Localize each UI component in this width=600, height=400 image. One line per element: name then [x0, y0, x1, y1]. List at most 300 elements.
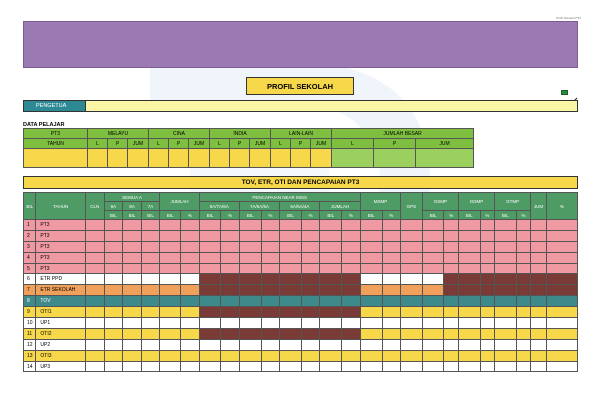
- data-cell[interactable]: [516, 252, 530, 263]
- data-cell[interactable]: [181, 263, 200, 274]
- data-cell[interactable]: [239, 339, 261, 350]
- data-cell[interactable]: [160, 263, 181, 274]
- data-cell[interactable]: [516, 307, 530, 318]
- cell[interactable]: [250, 149, 271, 168]
- data-cell[interactable]: [320, 241, 342, 252]
- data-cell[interactable]: [85, 328, 104, 339]
- data-cell[interactable]: [199, 328, 221, 339]
- data-cell[interactable]: [104, 263, 123, 274]
- data-cell[interactable]: [320, 318, 342, 329]
- data-cell[interactable]: [480, 350, 494, 361]
- data-cell[interactable]: [495, 350, 517, 361]
- data-cell[interactable]: [280, 230, 302, 241]
- data-cell[interactable]: [422, 241, 444, 252]
- data-cell[interactable]: [104, 350, 123, 361]
- data-cell[interactable]: [382, 318, 401, 329]
- data-cell[interactable]: [160, 252, 181, 263]
- data-cell[interactable]: [422, 328, 444, 339]
- cell[interactable]: [169, 149, 189, 168]
- data-cell[interactable]: [261, 274, 280, 285]
- data-cell[interactable]: [181, 230, 200, 241]
- data-cell[interactable]: [199, 230, 221, 241]
- data-cell[interactable]: [382, 307, 401, 318]
- data-cell[interactable]: [199, 241, 221, 252]
- data-cell[interactable]: [221, 350, 240, 361]
- data-cell[interactable]: [516, 263, 530, 274]
- data-cell[interactable]: [480, 274, 494, 285]
- data-cell[interactable]: [280, 252, 302, 263]
- data-cell[interactable]: [360, 296, 382, 307]
- data-cell[interactable]: [123, 307, 142, 318]
- data-cell[interactable]: [320, 252, 342, 263]
- data-cell[interactable]: [301, 285, 320, 296]
- data-cell[interactable]: [480, 263, 494, 274]
- data-cell[interactable]: [181, 296, 200, 307]
- data-cell[interactable]: [480, 252, 494, 263]
- data-cell[interactable]: [141, 230, 160, 241]
- data-cell[interactable]: [104, 220, 123, 231]
- data-cell[interactable]: [261, 339, 280, 350]
- data-cell[interactable]: [261, 252, 280, 263]
- data-cell[interactable]: [85, 230, 104, 241]
- data-cell[interactable]: [320, 263, 342, 274]
- data-cell[interactable]: [160, 274, 181, 285]
- data-cell[interactable]: [221, 339, 240, 350]
- data-cell[interactable]: [401, 230, 423, 241]
- data-cell[interactable]: [320, 220, 342, 231]
- data-cell[interactable]: [546, 285, 577, 296]
- data-cell[interactable]: [458, 274, 480, 285]
- data-cell[interactable]: [301, 252, 320, 263]
- data-cell[interactable]: [261, 230, 280, 241]
- data-cell[interactable]: [320, 296, 342, 307]
- pengetua-field[interactable]: [86, 101, 577, 111]
- data-cell[interactable]: [531, 241, 547, 252]
- data-cell[interactable]: [199, 263, 221, 274]
- data-cell[interactable]: [85, 285, 104, 296]
- data-cell[interactable]: [495, 318, 517, 329]
- data-cell[interactable]: [181, 285, 200, 296]
- data-cell[interactable]: [181, 339, 200, 350]
- data-cell[interactable]: [160, 285, 181, 296]
- data-cell[interactable]: [516, 361, 530, 372]
- data-cell[interactable]: [141, 339, 160, 350]
- cell[interactable]: [88, 149, 108, 168]
- data-cell[interactable]: [221, 307, 240, 318]
- data-cell[interactable]: [516, 350, 530, 361]
- data-cell[interactable]: [141, 307, 160, 318]
- data-cell[interactable]: [320, 350, 342, 361]
- data-cell[interactable]: [382, 296, 401, 307]
- data-cell[interactable]: [141, 241, 160, 252]
- data-cell[interactable]: [382, 241, 401, 252]
- data-cell[interactable]: [123, 252, 142, 263]
- data-cell[interactable]: [301, 318, 320, 329]
- data-cell[interactable]: [104, 318, 123, 329]
- data-cell[interactable]: [422, 307, 444, 318]
- data-cell[interactable]: [261, 263, 280, 274]
- data-cell[interactable]: [342, 230, 361, 241]
- data-cell[interactable]: [516, 220, 530, 231]
- data-cell[interactable]: [141, 350, 160, 361]
- data-cell[interactable]: [199, 318, 221, 329]
- data-cell[interactable]: [546, 307, 577, 318]
- data-cell[interactable]: [85, 318, 104, 329]
- data-cell[interactable]: [261, 220, 280, 231]
- data-cell[interactable]: [280, 263, 302, 274]
- data-cell[interactable]: [422, 252, 444, 263]
- data-cell[interactable]: [141, 296, 160, 307]
- data-cell[interactable]: [458, 339, 480, 350]
- data-cell[interactable]: [546, 230, 577, 241]
- data-cell[interactable]: [401, 318, 423, 329]
- data-cell[interactable]: [480, 328, 494, 339]
- data-cell[interactable]: [422, 285, 444, 296]
- data-cell[interactable]: [360, 318, 382, 329]
- data-cell[interactable]: [160, 241, 181, 252]
- data-cell[interactable]: [85, 361, 104, 372]
- data-cell[interactable]: [85, 339, 104, 350]
- data-cell[interactable]: [401, 296, 423, 307]
- data-cell[interactable]: [495, 361, 517, 372]
- data-cell[interactable]: [342, 263, 361, 274]
- data-cell[interactable]: [221, 296, 240, 307]
- cell[interactable]: [291, 149, 311, 168]
- data-cell[interactable]: [160, 230, 181, 241]
- data-cell[interactable]: [181, 350, 200, 361]
- checkmark-icon[interactable]: [570, 90, 577, 95]
- data-cell[interactable]: [239, 263, 261, 274]
- data-cell[interactable]: [239, 350, 261, 361]
- data-cell[interactable]: [342, 252, 361, 263]
- data-cell[interactable]: [199, 307, 221, 318]
- data-cell[interactable]: [181, 220, 200, 231]
- data-cell[interactable]: [239, 220, 261, 231]
- data-cell[interactable]: [141, 220, 160, 231]
- data-cell[interactable]: [123, 339, 142, 350]
- data-cell[interactable]: [422, 263, 444, 274]
- cell[interactable]: [108, 149, 128, 168]
- data-cell[interactable]: [221, 318, 240, 329]
- data-cell[interactable]: [458, 350, 480, 361]
- data-cell[interactable]: [458, 318, 480, 329]
- data-cell[interactable]: [444, 274, 458, 285]
- data-cell[interactable]: [546, 220, 577, 231]
- data-cell[interactable]: [458, 220, 480, 231]
- data-cell[interactable]: [495, 307, 517, 318]
- data-cell[interactable]: [239, 318, 261, 329]
- data-cell[interactable]: [239, 285, 261, 296]
- data-cell[interactable]: [495, 263, 517, 274]
- data-cell[interactable]: [516, 318, 530, 329]
- data-cell[interactable]: [280, 361, 302, 372]
- data-cell[interactable]: [360, 230, 382, 241]
- data-cell[interactable]: [531, 339, 547, 350]
- data-cell[interactable]: [199, 361, 221, 372]
- data-cell[interactable]: [141, 263, 160, 274]
- data-cell[interactable]: [401, 285, 423, 296]
- data-cell[interactable]: [261, 241, 280, 252]
- data-cell[interactable]: [495, 230, 517, 241]
- data-cell[interactable]: [239, 241, 261, 252]
- data-cell[interactable]: [382, 339, 401, 350]
- data-cell[interactable]: [160, 307, 181, 318]
- data-cell[interactable]: [301, 307, 320, 318]
- data-cell[interactable]: [104, 339, 123, 350]
- data-cell[interactable]: [531, 263, 547, 274]
- data-cell[interactable]: [458, 230, 480, 241]
- data-cell[interactable]: [181, 361, 200, 372]
- data-cell[interactable]: [280, 274, 302, 285]
- data-cell[interactable]: [342, 241, 361, 252]
- data-cell[interactable]: [160, 296, 181, 307]
- data-cell[interactable]: [301, 296, 320, 307]
- cell[interactable]: [416, 149, 474, 168]
- data-cell[interactable]: [546, 263, 577, 274]
- data-cell[interactable]: [458, 263, 480, 274]
- data-cell[interactable]: [221, 252, 240, 263]
- data-cell[interactable]: [320, 230, 342, 241]
- data-cell[interactable]: [181, 274, 200, 285]
- data-cell[interactable]: [546, 274, 577, 285]
- data-cell[interactable]: [160, 350, 181, 361]
- data-cell[interactable]: [280, 241, 302, 252]
- data-cell[interactable]: [280, 350, 302, 361]
- data-cell[interactable]: [123, 361, 142, 372]
- data-cell[interactable]: [531, 230, 547, 241]
- data-cell[interactable]: [199, 296, 221, 307]
- data-cell[interactable]: [320, 339, 342, 350]
- data-cell[interactable]: [141, 318, 160, 329]
- data-cell[interactable]: [199, 252, 221, 263]
- data-cell[interactable]: [104, 361, 123, 372]
- data-cell[interactable]: [221, 230, 240, 241]
- data-cell[interactable]: [480, 241, 494, 252]
- data-cell[interactable]: [280, 220, 302, 231]
- data-cell[interactable]: [480, 307, 494, 318]
- data-cell[interactable]: [458, 307, 480, 318]
- data-cell[interactable]: [360, 241, 382, 252]
- data-cell[interactable]: [444, 307, 458, 318]
- data-cell[interactable]: [301, 263, 320, 274]
- data-cell[interactable]: [516, 241, 530, 252]
- data-cell[interactable]: [85, 241, 104, 252]
- data-cell[interactable]: [360, 274, 382, 285]
- data-cell[interactable]: [85, 296, 104, 307]
- data-cell[interactable]: [320, 328, 342, 339]
- data-cell[interactable]: [531, 307, 547, 318]
- data-cell[interactable]: [239, 230, 261, 241]
- data-cell[interactable]: [546, 328, 577, 339]
- data-cell[interactable]: [458, 285, 480, 296]
- data-cell[interactable]: [123, 230, 142, 241]
- data-cell[interactable]: [239, 361, 261, 372]
- cell[interactable]: [24, 149, 88, 168]
- data-cell[interactable]: [104, 274, 123, 285]
- data-cell[interactable]: [546, 241, 577, 252]
- data-cell[interactable]: [401, 361, 423, 372]
- data-cell[interactable]: [360, 285, 382, 296]
- cell[interactable]: [230, 149, 250, 168]
- data-cell[interactable]: [480, 361, 494, 372]
- data-cell[interactable]: [160, 328, 181, 339]
- data-cell[interactable]: [181, 318, 200, 329]
- data-cell[interactable]: [531, 318, 547, 329]
- data-cell[interactable]: [495, 220, 517, 231]
- data-cell[interactable]: [422, 220, 444, 231]
- data-cell[interactable]: [382, 328, 401, 339]
- data-cell[interactable]: [444, 285, 458, 296]
- data-cell[interactable]: [480, 339, 494, 350]
- data-cell[interactable]: [123, 285, 142, 296]
- data-cell[interactable]: [199, 220, 221, 231]
- cell[interactable]: [149, 149, 169, 168]
- data-cell[interactable]: [444, 350, 458, 361]
- data-cell[interactable]: [382, 361, 401, 372]
- data-cell[interactable]: [546, 361, 577, 372]
- cell[interactable]: [332, 149, 374, 168]
- data-cell[interactable]: [480, 230, 494, 241]
- data-cell[interactable]: [458, 241, 480, 252]
- data-cell[interactable]: [342, 318, 361, 329]
- data-cell[interactable]: [239, 328, 261, 339]
- data-cell[interactable]: [480, 220, 494, 231]
- data-cell[interactable]: [458, 252, 480, 263]
- data-cell[interactable]: [301, 241, 320, 252]
- data-cell[interactable]: [382, 350, 401, 361]
- data-cell[interactable]: [320, 307, 342, 318]
- data-cell[interactable]: [301, 230, 320, 241]
- data-cell[interactable]: [382, 230, 401, 241]
- data-cell[interactable]: [401, 307, 423, 318]
- data-cell[interactable]: [444, 252, 458, 263]
- data-cell[interactable]: [422, 339, 444, 350]
- data-cell[interactable]: [546, 318, 577, 329]
- data-cell[interactable]: [104, 307, 123, 318]
- data-cell[interactable]: [221, 263, 240, 274]
- data-cell[interactable]: [422, 318, 444, 329]
- data-cell[interactable]: [444, 296, 458, 307]
- data-cell[interactable]: [261, 350, 280, 361]
- data-cell[interactable]: [360, 328, 382, 339]
- data-cell[interactable]: [301, 274, 320, 285]
- data-cell[interactable]: [280, 307, 302, 318]
- data-cell[interactable]: [181, 328, 200, 339]
- data-cell[interactable]: [342, 350, 361, 361]
- data-cell[interactable]: [342, 328, 361, 339]
- data-cell[interactable]: [181, 241, 200, 252]
- data-cell[interactable]: [360, 350, 382, 361]
- data-cell[interactable]: [181, 307, 200, 318]
- data-cell[interactable]: [320, 285, 342, 296]
- cell[interactable]: [210, 149, 230, 168]
- data-cell[interactable]: [141, 361, 160, 372]
- data-cell[interactable]: [85, 252, 104, 263]
- data-cell[interactable]: [360, 339, 382, 350]
- data-cell[interactable]: [301, 350, 320, 361]
- data-cell[interactable]: [301, 328, 320, 339]
- data-cell[interactable]: [531, 274, 547, 285]
- data-cell[interactable]: [516, 274, 530, 285]
- data-cell[interactable]: [104, 241, 123, 252]
- cell[interactable]: [311, 149, 332, 168]
- data-cell[interactable]: [401, 263, 423, 274]
- data-cell[interactable]: [261, 328, 280, 339]
- data-cell[interactable]: [221, 361, 240, 372]
- data-cell[interactable]: [160, 220, 181, 231]
- data-cell[interactable]: [261, 296, 280, 307]
- data-cell[interactable]: [382, 252, 401, 263]
- data-cell[interactable]: [458, 296, 480, 307]
- data-cell[interactable]: [280, 318, 302, 329]
- data-cell[interactable]: [531, 361, 547, 372]
- data-cell[interactable]: [104, 328, 123, 339]
- data-cell[interactable]: [516, 285, 530, 296]
- data-cell[interactable]: [320, 361, 342, 372]
- data-cell[interactable]: [123, 220, 142, 231]
- data-cell[interactable]: [123, 263, 142, 274]
- data-cell[interactable]: [123, 328, 142, 339]
- data-cell[interactable]: [360, 307, 382, 318]
- cell[interactable]: [271, 149, 291, 168]
- data-cell[interactable]: [301, 361, 320, 372]
- data-cell[interactable]: [422, 350, 444, 361]
- data-cell[interactable]: [531, 252, 547, 263]
- cell[interactable]: [189, 149, 210, 168]
- data-cell[interactable]: [360, 263, 382, 274]
- data-cell[interactable]: [342, 361, 361, 372]
- data-cell[interactable]: [239, 252, 261, 263]
- data-cell[interactable]: [85, 220, 104, 231]
- data-cell[interactable]: [123, 274, 142, 285]
- data-cell[interactable]: [221, 285, 240, 296]
- data-cell[interactable]: [261, 285, 280, 296]
- data-cell[interactable]: [516, 339, 530, 350]
- data-cell[interactable]: [123, 350, 142, 361]
- data-cell[interactable]: [221, 220, 240, 231]
- data-cell[interactable]: [104, 230, 123, 241]
- data-cell[interactable]: [516, 230, 530, 241]
- data-cell[interactable]: [531, 350, 547, 361]
- data-cell[interactable]: [280, 339, 302, 350]
- data-cell[interactable]: [342, 285, 361, 296]
- data-cell[interactable]: [141, 285, 160, 296]
- data-cell[interactable]: [401, 274, 423, 285]
- data-cell[interactable]: [546, 296, 577, 307]
- data-cell[interactable]: [320, 274, 342, 285]
- data-cell[interactable]: [401, 328, 423, 339]
- data-cell[interactable]: [531, 328, 547, 339]
- data-cell[interactable]: [239, 307, 261, 318]
- data-cell[interactable]: [239, 274, 261, 285]
- data-cell[interactable]: [199, 274, 221, 285]
- data-cell[interactable]: [360, 252, 382, 263]
- data-cell[interactable]: [495, 339, 517, 350]
- data-cell[interactable]: [444, 263, 458, 274]
- cell[interactable]: [128, 149, 149, 168]
- data-cell[interactable]: [221, 241, 240, 252]
- data-cell[interactable]: [422, 296, 444, 307]
- data-cell[interactable]: [495, 285, 517, 296]
- data-cell[interactable]: [342, 220, 361, 231]
- data-cell[interactable]: [261, 318, 280, 329]
- data-cell[interactable]: [444, 361, 458, 372]
- data-cell[interactable]: [104, 296, 123, 307]
- data-cell[interactable]: [382, 220, 401, 231]
- data-cell[interactable]: [444, 230, 458, 241]
- data-cell[interactable]: [280, 328, 302, 339]
- data-cell[interactable]: [85, 263, 104, 274]
